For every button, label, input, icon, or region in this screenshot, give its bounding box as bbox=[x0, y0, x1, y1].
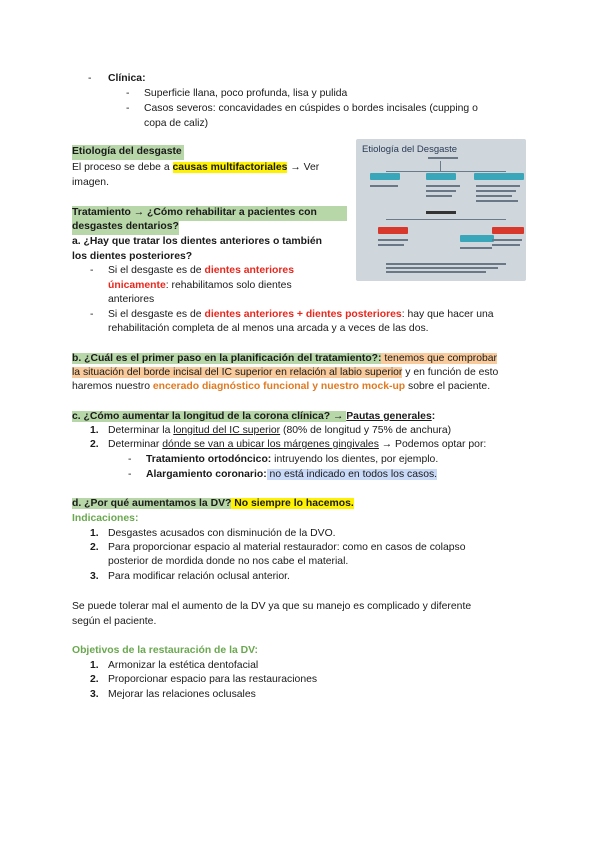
question-b bbox=[72, 352, 497, 367]
c2-pre: Determinar bbox=[108, 439, 163, 450]
question-b-answer-l2: la situación del borde incisal del IC superior en relación al labio superior bbox=[72, 367, 403, 378]
question-b-l3-post: sobre el paciente. bbox=[405, 381, 491, 392]
b1-pre: Si el desgaste es de bbox=[108, 265, 205, 276]
figure-box-atriccion bbox=[426, 173, 456, 180]
question-d bbox=[72, 497, 354, 512]
bullet-marker: - bbox=[128, 454, 132, 465]
tratamiento-heading-l2: desgastes dentarios? bbox=[72, 220, 179, 235]
objetivo-item: Mejorar las relaciones oclusales bbox=[108, 689, 256, 700]
question-c-end: : bbox=[431, 411, 436, 422]
c2-u: dónde se van a ubicar los márgenes gingivales bbox=[162, 439, 379, 450]
objetivos-heading: Objetivos de la restauración de la DV: bbox=[72, 645, 258, 656]
tratamiento-bullet-1-l2 bbox=[108, 279, 347, 294]
objetivo-item: Proporcionar espacio para las restauraciones bbox=[108, 674, 318, 685]
question-b-orange: encerado diagnóstico funcional y nuestro mock-up bbox=[152, 381, 406, 392]
bullet-marker: - bbox=[126, 88, 130, 99]
tolerar-text: Se puede tolerar mal el aumento de la DV ya que su manejo es complicado y diferente bbox=[72, 601, 472, 612]
number-marker: 3. bbox=[90, 689, 99, 700]
etiologia-highlight: causas multifactoriales bbox=[172, 162, 288, 173]
b1-post: : rehabilitamos solo dientes bbox=[165, 280, 292, 291]
etiologia-heading: Etiología del desgaste bbox=[72, 145, 184, 160]
question-b-answer: tenemos que comprobar bbox=[381, 353, 497, 364]
c1-u: longitud del IC superior bbox=[173, 425, 281, 436]
question-c bbox=[72, 410, 435, 425]
clinica-item-cont: copa de caliz) bbox=[144, 118, 209, 129]
etiologia-text-post: → Ver bbox=[287, 162, 320, 173]
tolerar-text-l2: según el paciente. bbox=[72, 616, 157, 627]
clinica-item: Superficie llana, poco profunda, lisa y pulida bbox=[144, 88, 348, 99]
c-sub2-bold: Alargamiento coronario: bbox=[146, 469, 267, 480]
question-b-text: b. ¿Cuál es el primer paso en la planificación del tratamiento?: bbox=[72, 353, 382, 364]
tratamiento-bullet-2-l2: rehabilitación completa de al menos una arcada y a veces de las dos. bbox=[108, 323, 429, 334]
question-d-text: d. ¿Por qué aumentamos la DV? bbox=[72, 498, 232, 509]
question-a: a. ¿Hay que tratar los dientes anteriores o también bbox=[72, 236, 323, 247]
number-marker: 2. bbox=[90, 439, 99, 450]
tratamiento-bullet-2 bbox=[108, 308, 494, 323]
objetivo-item: Armonizar la estética dentofacial bbox=[108, 660, 259, 671]
c-sub1-post: intruyendo los dientes, por ejemplo. bbox=[271, 454, 439, 465]
question-b-post: y en función de esto bbox=[402, 367, 499, 378]
c1-pre: Determinar la bbox=[108, 425, 174, 436]
number-marker: 3. bbox=[90, 571, 99, 582]
figure-box-abrasion bbox=[378, 227, 408, 234]
question-c-item-1 bbox=[108, 424, 451, 439]
indicacion-2: Para proporcionar espacio al material restaurador: como en casos de colapso bbox=[108, 542, 466, 553]
question-d-highlight: No siempre lo hacemos. bbox=[231, 498, 354, 509]
clinica-item: Casos severos: concavidades en cúspides o bordes incisales (cupping o bbox=[144, 103, 478, 114]
figure-box-abfraccion bbox=[492, 227, 524, 234]
indicaciones-heading: Indicaciones: bbox=[72, 513, 139, 524]
c2-post: → Podemos optar por: bbox=[378, 439, 487, 450]
bullet-marker: - bbox=[90, 265, 94, 276]
etiologia-text bbox=[72, 161, 319, 176]
b2-red: dientes anteriores + dientes posteriores bbox=[204, 309, 402, 320]
bullet-marker: - bbox=[90, 309, 94, 320]
indicacion-3: Para modificar relación oclusal anterior. bbox=[108, 571, 290, 582]
tratamiento-heading: Tratamiento → ¿Cómo rehabilitar a pacientes con bbox=[72, 206, 347, 221]
question-c-sub-1 bbox=[146, 453, 438, 468]
c-sub1-bold: Tratamiento ortodóncico: bbox=[146, 454, 272, 465]
number-marker: 1. bbox=[90, 425, 99, 436]
question-a-l2: los dientes posteriores? bbox=[72, 251, 193, 262]
figure-box-factores bbox=[474, 173, 524, 180]
figure-box-demeraxia bbox=[460, 235, 494, 242]
number-marker: 2. bbox=[90, 674, 99, 685]
b1-red: dientes anteriores bbox=[204, 265, 294, 276]
number-marker: 1. bbox=[90, 660, 99, 671]
etiologia-text-l2: imagen. bbox=[72, 177, 109, 188]
tratamiento-bullet-1 bbox=[108, 264, 347, 279]
tratamiento-bullet-1-l3: anteriores bbox=[108, 294, 155, 305]
question-c-underline: Pautas generales bbox=[346, 411, 432, 422]
b2-post: : hay que hacer una bbox=[401, 309, 494, 320]
figure-box-erosion bbox=[370, 173, 400, 180]
indicacion-1: Desgastes acusados con disminución de la DVO. bbox=[108, 528, 336, 539]
question-c-item-2 bbox=[108, 438, 486, 453]
question-b-l3 bbox=[72, 380, 490, 395]
c1-post: (80% de longitud y 75% de anchura) bbox=[280, 425, 452, 436]
bullet-marker: - bbox=[128, 469, 132, 480]
etiologia-text-pre: El proceso se debe a bbox=[72, 162, 173, 173]
number-marker: 1. bbox=[90, 528, 99, 539]
bullet-marker: - bbox=[126, 103, 130, 114]
question-b-l3-pre: haremos nuestro bbox=[72, 381, 153, 392]
etiologia-figure bbox=[356, 139, 526, 281]
question-c-sub-2 bbox=[146, 468, 437, 483]
b1-red-l2: únicamente bbox=[108, 280, 166, 291]
clinica-heading: Clínica: bbox=[108, 73, 146, 84]
c-sub2-highlight: no está indicado en todos los casos. bbox=[266, 469, 438, 480]
question-c-text: c. ¿Cómo aumentar la longitud de la corona clínica? → bbox=[72, 411, 347, 422]
indicacion-2-l2: posterior de mordida donde no nos cabe el material. bbox=[108, 556, 349, 567]
bullet-marker: - bbox=[88, 73, 92, 84]
b2-pre: Si el desgaste es de bbox=[108, 309, 205, 320]
number-marker: 2. bbox=[90, 542, 99, 553]
question-b-l2 bbox=[72, 366, 498, 381]
figure-title: Etiología del Desgaste bbox=[362, 144, 458, 155]
